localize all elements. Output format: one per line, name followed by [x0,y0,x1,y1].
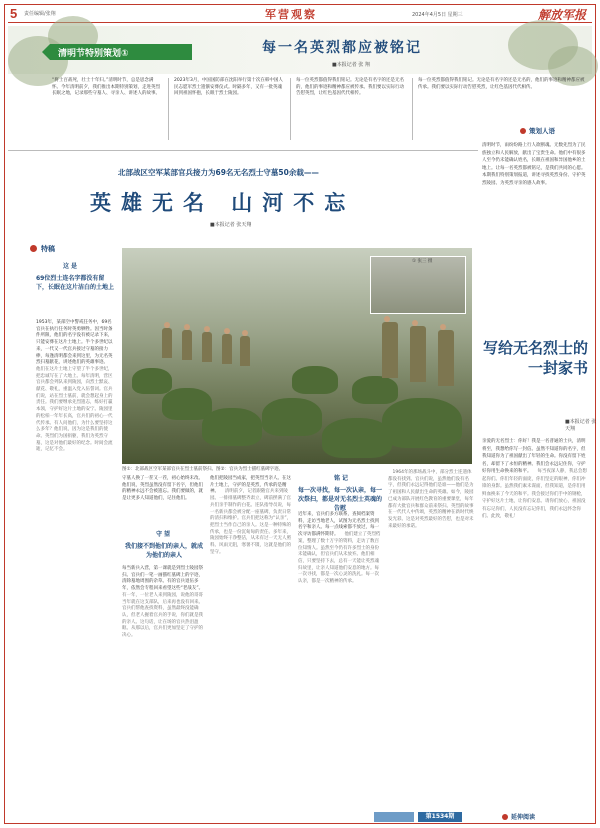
body-continuation: 他们在这片土地上守望了半个多世纪，把忠诚写在了大地上。每年清明，营区官兵都会列队来到陵园，向烈士默哀、献花、敬礼，重温入党入伍誓词。官兵们说，站在烈士墓前，就会想起身上的责任。我们要继承先烈遗志，练好打赢本领，守护好这片土地的安宁。陵园里的松柏一年年长高，官兵们的初心一代代传承。有人问他们，为什么要坚持这么多年？他们说，因为这是我们的使命。英烈们为国捐躯，我们为英烈守墓，这是对他们最好的纪念。时间会流逝，记忆不会。 [36,360,114,453]
special-subhead-3: 每一次寻找，每一次认亲，每一次祭扫，都是对无名烈士英魂的告慰 [297,487,382,512]
quote-heading-2: 守 望 [155,531,171,538]
bullet-icon [30,245,37,252]
bullet-icon [502,814,508,820]
special-body-5-text: 他们把陵园当成家，把英烈当亲人。在这片土地上，守护的是英烈，传承的是精神。 [210,476,291,495]
column-divider [168,78,169,140]
special-plan-ribbon: 清明节特别策划① [50,44,192,60]
issue-tag [374,812,414,822]
column-divider [412,78,413,140]
special-body-1 [36,320,116,798]
special-body-3-text: 每当新兵入营，第一课就是到烈士陵园祭扫。官兵们一笔一画描红墓碑上的字迹，清除墓地周围的杂草。有的官兵退伍多年，依然会专程回来看望这些“老战友”。 [122,566,204,592]
quote-heading-3: 铭 记 [333,475,349,482]
intro-column-1: “将士百战死，壮士十年归。”清明时节，总是思念满怀。今年清明前夕，我们推出本期特别策划，走进英烈长眠之地，记录那些守墓人、寻亲人、讲述人的故事。 [52,78,160,97]
special-body-2: 守墓人换了一茬又一茬，初心始终未改。他们说，英烈虽然没有留下名字，但他们的精神永远不会被遗忘。我们要做的，就是让更多人知道他们，记住他们。 [122,476,203,502]
special-label-text: 特稿 [41,245,55,253]
body-continuation: 有一年，一位老人来到陵园，说他的哥哥当年就在这支部队，后来再也没有回来。官兵们帮他查找资料，虽然最终没能确认，但老人握着官兵的手说，你们就是我的亲人。这句话，让在场的官兵热泪盈眶。从那以后，官兵们更加坚定了守护的决心。 [122,586,210,639]
newspaper-brand: 解放军报 [537,8,586,22]
intro-column-2: 2023年3月，中国国防部在沈阳举行第十次在韩中国人民志愿军烈士遗骸安葬仪式。时隔多年，又有一批英魂回到祖国怀抱，长眠于烈士陵园。 [174,78,283,97]
special-body-5 [298,512,382,798]
extended-reading-label [502,812,535,821]
strategy-text: 清明时节，雨纷纷路上行人欲断魂。无数先烈为了民族独立和人民解放，献出了宝贵生命。他们中有很多人至今仍未能确认姓名，长眠在祖国和异国他乡的土地上。让每一名英烈都被铭记，是我们共同的心愿。本期我们特别策划报道，讲述寻找英烈身份、守护英烈陵园、为英烈寻亲的感人故事。 [482,143,586,186]
letter-title: 写给无名烈士的一封家书 [482,339,588,377]
special-body-1-text: 1953年，某部空中警戒任务中，69名官兵在执行任务时英勇牺牲。因当时条件所限，他们的名字没有被记录下来，只能安葬在这片土地上。半个多世纪以来，一代又一代官兵接过守墓的接力棒，每逢清明都会来到这里，为无名英烈扫墓献花，讲述他们的英雄事迹。 [36,320,113,366]
letter-byline: ■本报记者 张天翔 [565,419,597,432]
special-subhead: 69位烈士连名字都没有留下，长眠在这片洁白的土地上 [36,275,115,291]
cemetery-photo [122,248,472,464]
feature-byline: ■本报记者 张天翔 [210,222,252,228]
page-header [10,6,590,22]
body-continuation: 1964年的那场战斗中，部分烈士连遗体都没有找到。官兵们说，虽然他们没有名字，但我们永远记得他们是谁——他们是为了祖国和人民献出生命的英雄。如今，陵园已成为部队开展红色教育的重要课堂，每年都有大批官兵和群众前来祭扫。英烈的故事在一代代人中传颂，英烈的精神在新时代焕发光彩。这是对英烈最好的告慰，也是对未来最好的承诺。 [388,470,474,529]
strategy-label-text: 策划人语 [529,127,555,135]
special-body-6 [388,470,474,798]
letter-body-text: 亲爱的无名烈士：你好！我是一名普通的士兵，清明将至，我想给你写一封信。虽然不知道你的名字，但我知道你为了祖国献出了年轻的生命。你没有留下姓名，却留下了永恒的精神。我们会永远记住你，守护好你用生命换来的和平。 [482,439,586,474]
section-divider [8,150,478,151]
editor-credit: 责任编辑/张翔 [24,11,56,17]
feature-title: 英雄无名 山河不忘 [90,190,356,215]
letter-body [482,438,588,804]
feature-kicker: 北部战区空军某部官兵接力为69名无名烈士守墓50余载—— [118,168,319,177]
page-number: 5 [10,6,18,21]
special-label [30,244,55,254]
special-body-4 [210,476,292,798]
inset-photo [370,256,466,314]
special-body-3 [122,566,210,798]
header-divider [8,22,592,23]
extended-reading-text: 延伸阅读 [511,814,536,821]
banner-headline: 每一名英烈都应被铭记 [262,40,422,56]
special-body-4-text: 近年来，官兵们多方联系，查阅档案资料，走访当地老人，试图为无名烈士找到名字和亲人。每一点线索都不放过，每一次寻访都满怀期待。 [298,512,379,538]
body-continuation: 他们建立了英烈档案，整理了数十万字的资料，走访了数百位知情人。虽然至今仍有许多烈士的身份未能确认，但官兵们从未放弃。他们相信，只要坚持下去，总有一天能让英烈魂归故里，让亲人知道他们安息的地方。每一次寻找，都是一次心灵的洗礼。每一次认亲，都是一次精神的传承。 [298,532,381,585]
special-subhead-2: 我们接不到他们的亲人，就成为他们的亲人 [124,543,203,559]
issue-number: 第1534期 [418,812,462,822]
photo-credit: ① 张三 摄 [412,259,433,264]
bullet-icon [520,128,526,134]
body-continuation: 清明前夕，记者跟随官兵来到陵园。一排排墓碑整齐肃立，碑前摆满了官兵们亲手制作的白花。连队指导员说，每一名新兵都会被分配一座墓碑，负责日常的清扫和维护。官兵们把这称为“认亲”，把烈士当作自己的亲人。这是一种特殊的传承，也是一份沉甸甸的责任。多年来，陵园始终干净整洁，从未有过一天无人照料。风雨无阻，寒暑不辍，这就是他们的坚守。 [210,489,292,555]
body-continuation: 每当夜深人静，我总会想起你们。你们年轻的面庞，你们坚定的眼神，你们冲锋的身影。虽然我们素未谋面，但我知道，是你们用鲜血换来了今天的和平。我会接过你们手中的钢枪，守护好这片土地，让你们安息。请你们放心，祖国没有忘记你们，人民没有忘记你们，我们永远怀念你们。此致，敬礼！ [482,469,587,519]
quote-heading-1: 这 是 [62,263,78,270]
intro-column-4: 每一位英烈都值得我们铭记。无论是有名字的还是无名的，他们的事迹和精神都应被传承。我们要以实际行动告慰英烈，让红色基因代代相传。 [418,78,585,90]
section-title: 军营观察 [265,8,317,21]
banner-byline: ■本报记者 张 翔 [332,62,370,68]
intro-column-3: 每一位英烈都值得我们铭记。无论是有名字的还是无名的，他们的事迹和精神都应被传承。我们要以实际行动告慰英烈，让红色基因代代相传。 [296,78,404,97]
photo-caption: 图①：北部战区空军某部官兵在烈士墓前祭扫。图②：官兵为烈士描红墓碑字迹。 [122,467,284,472]
strategy-label [520,126,555,135]
issue-date: 2024年4月5日 星期三 [412,12,463,18]
column-divider [290,78,291,140]
